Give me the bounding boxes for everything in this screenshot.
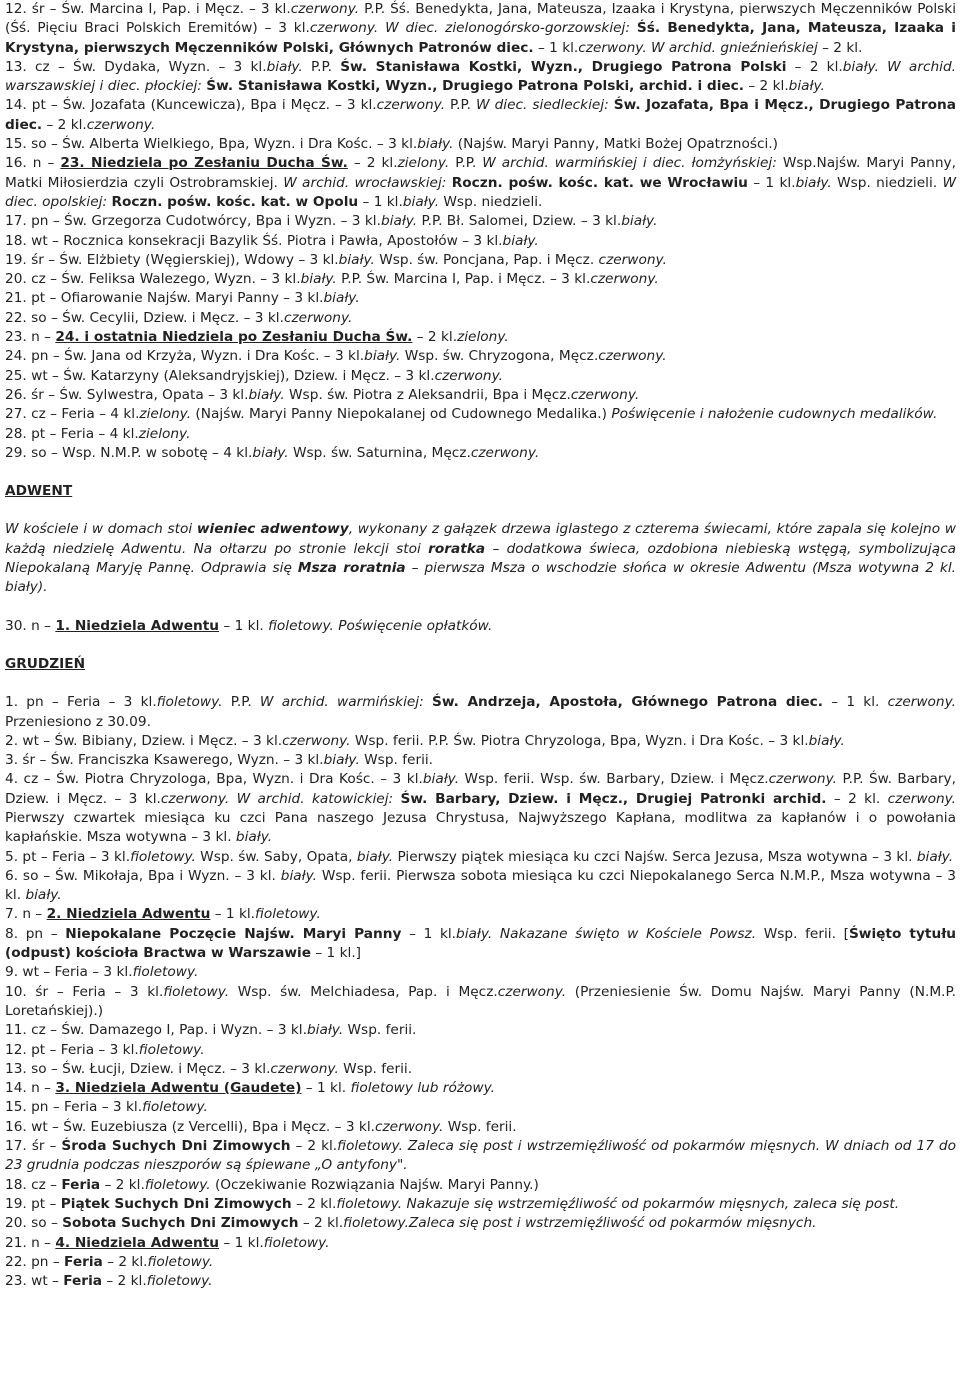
calendar-entry bbox=[5, 347, 956, 366]
text-run: Feria bbox=[64, 1253, 103, 1270]
text-run: czerwony. bbox=[470, 444, 540, 461]
text-run: 17. śr – bbox=[5, 1138, 62, 1155]
calendar-entry bbox=[5, 1253, 956, 1272]
text-run: fioletowy. bbox=[163, 983, 230, 1000]
text-run: biały. bbox=[364, 348, 401, 365]
text-run: Św. Andrzeja, Apostoła, Głównego Patrona diec. bbox=[431, 694, 823, 711]
text-run: W diec. siedleckiej: bbox=[476, 97, 609, 114]
text-run: 1. pn – Feria – 3 kl. bbox=[5, 694, 157, 711]
calendar-entry bbox=[5, 770, 956, 847]
calendar-entry bbox=[5, 983, 956, 1022]
text-run: 26. śr – Św. Sylwestra, Opata – 3 kl. bbox=[5, 386, 249, 403]
text-run: P.P. bbox=[445, 97, 477, 114]
text-run: P.P. bbox=[302, 58, 341, 75]
text-run: Poświęcenie i nałożenie cudownych medalików. bbox=[611, 406, 938, 423]
text-run: Wsp. ferii. bbox=[343, 1022, 417, 1039]
calendar-entry bbox=[5, 1272, 956, 1291]
text-run: biały. bbox=[252, 444, 289, 461]
text-run: 10. śr – Feria – 3 kl. bbox=[5, 983, 164, 1000]
text-run: 4. Niedziela Adwentu bbox=[55, 1234, 220, 1251]
calendar-entry bbox=[5, 751, 956, 770]
text-run: – 2 kl. bbox=[290, 1138, 338, 1155]
text-run: Feria bbox=[63, 1273, 102, 1290]
text-run: Wsp. ferii. bbox=[338, 1060, 413, 1077]
text-run: 14. pt – Św. Jozafata (Kuncewicza), Bpa i Męcz. – 3 kl. bbox=[5, 97, 377, 114]
calendar-entry bbox=[5, 848, 956, 867]
text-run: Św. Jozafata, Bpa i Męcz., Drugiego Patrona diec. bbox=[5, 97, 956, 133]
text-run: 1. Niedziela Adwentu bbox=[55, 617, 220, 634]
text-run: Wsp. ferii. P.P. Św. Piotra Chryzologa, Bpa, Wyzn. i Dra Kośc. – 3 kl. bbox=[350, 732, 809, 749]
text-run: Środa Suchych Dni Zimowych bbox=[61, 1138, 291, 1155]
text-run: Wsp. ferii. Wsp. św. Barbary, Dziew. i Męcz. bbox=[459, 771, 769, 788]
text-run: 19. pt – bbox=[5, 1195, 61, 1212]
text-run: 18. wt – Rocznica konsekracji Bazylik Śś. Piotra i Pawła, Apostołów – 3 kl. bbox=[5, 232, 503, 249]
text-run: 22. so – Św. Cecylii, Dziew. i Męcz. – 3 kl. bbox=[5, 309, 284, 326]
calendar-entry bbox=[5, 1214, 956, 1233]
text-run: biały. Nakazane święto w Kościele Powsz. bbox=[456, 925, 757, 942]
text-run: Św. Stanisława Kostki, Wyzn., Drugiego Patrona Polski, archid. i diec. bbox=[206, 78, 744, 95]
calendar-entry bbox=[5, 58, 956, 97]
text-run: czerwony. W archid. gnieźnieńskiej bbox=[578, 39, 818, 56]
text-run: czerwony. bbox=[590, 271, 659, 288]
text-run: 4. cz – Św. Piotra Chryzologa, Bpa, Wyzn. i Dra Kośc. – 3 kl. bbox=[5, 771, 423, 788]
text-run: czerwony. bbox=[497, 983, 567, 1000]
calendar-entry bbox=[5, 1234, 956, 1253]
text-run: czerwony. bbox=[570, 386, 640, 403]
calendar-entry bbox=[5, 212, 956, 231]
text-run: 30. n – bbox=[5, 617, 56, 634]
text-run: czerwony. bbox=[374, 1118, 444, 1135]
text-run: – 2 kl. bbox=[102, 1273, 147, 1290]
calendar-entry bbox=[5, 905, 956, 924]
text-run: P.P. Św. Barbary, Dziew. i Męcz. – 3 kl. bbox=[5, 771, 956, 807]
text-run: Wsp. niedzieli. bbox=[439, 193, 543, 210]
calendar-entry bbox=[5, 963, 956, 982]
text-run: biały. bbox=[25, 887, 62, 904]
calendar-entry bbox=[5, 251, 956, 270]
text-run: – 1 kl. bbox=[747, 174, 796, 191]
text-run bbox=[630, 20, 637, 36]
text-run: fioletowy. bbox=[132, 964, 199, 981]
text-run: – 1 kl. bbox=[533, 39, 579, 56]
text-run: biały. bbox=[795, 174, 832, 191]
text-run: fioletowy. bbox=[147, 1253, 214, 1270]
calendar-entry bbox=[5, 1137, 956, 1176]
text-run: Wsp. ferii. [ bbox=[756, 925, 849, 942]
text-run: – 2 kl. bbox=[412, 329, 458, 346]
text-run: biały. bbox=[235, 829, 273, 846]
text-run: Wsp. św. Saturnina, Męcz. bbox=[288, 444, 471, 461]
text-run: 19. śr – Św. Elżbiety (Węgierskiej), Wdowy – 3 kl. bbox=[5, 251, 339, 268]
text-run: – 2 kl. bbox=[826, 790, 888, 807]
text-run: 28. pt – Feria – 4 kl. bbox=[5, 425, 139, 442]
advent-intro-paragraph bbox=[5, 520, 956, 597]
text-run: Święto tytułu (odpust) kościoła Bractwa w Warszawie bbox=[5, 925, 957, 962]
text-run: Msza roratnia bbox=[297, 560, 406, 577]
text-run: – 2 kl. bbox=[291, 1195, 337, 1212]
calendar-entry bbox=[5, 1041, 956, 1060]
text-run: czerwony. bbox=[887, 694, 956, 711]
calendar-entry bbox=[5, 1195, 956, 1214]
calendar-entry bbox=[5, 732, 956, 751]
text-run: 12. śr – Św. Marcina I, Pap. i Męcz. – 3 kl. bbox=[5, 1, 291, 17]
text-run: czerwony. bbox=[309, 20, 379, 37]
text-run: – 2 kl. bbox=[102, 1253, 148, 1270]
calendar-entry bbox=[5, 309, 956, 328]
calendar-entry bbox=[5, 328, 956, 347]
text-run: – 2 kl. bbox=[817, 39, 863, 56]
text-run: 20. so – bbox=[5, 1215, 63, 1232]
text-run: Wsp. św. Melchiadesa, Pap. i Męcz. bbox=[229, 983, 498, 1000]
text-run: Św. Stanisława Kostki, Wyzn., Drugiego Patrona Polski bbox=[340, 58, 787, 75]
text-run: W archid. wrocławskiej: bbox=[283, 174, 447, 191]
text-run: Wsp. ferii. Pierwsza sobota miesiąca ku czci Niepokalanego Serca N.M.P., Msza wotywna – 3 kl. bbox=[5, 867, 957, 904]
text-run: fioletowy. bbox=[156, 694, 223, 711]
text-run: Pierwszy piątek miesiąca ku czci Najśw. Serca Jezusa, Msza wotywna – 3 kl. bbox=[393, 848, 917, 865]
text-run: (Przeniesienie Św. Domu Najśw. Maryi Panny (N.M.P. Loretańskiej).) bbox=[5, 983, 956, 1019]
advent-section bbox=[0, 482, 960, 636]
text-run: fioletowy. bbox=[138, 1041, 205, 1058]
text-run: fioletowy. bbox=[142, 1099, 208, 1116]
text-run: Piątek Suchych Dni Zimowych bbox=[60, 1195, 292, 1212]
text-run: – 1 kl. bbox=[219, 617, 269, 634]
advent-heading: ADWENT bbox=[5, 483, 73, 500]
text-run: (Najśw. Maryi Panny, Matki Bożej Opatrzności.) bbox=[453, 136, 778, 153]
calendar-entry bbox=[5, 154, 956, 212]
calendar-entry bbox=[5, 367, 956, 386]
text-run: 16. wt – Św. Euzebiusza (z Vercelli), Bpa i Męcz. – 3 kl. bbox=[5, 1118, 375, 1135]
text-run: 23. wt – bbox=[5, 1273, 64, 1290]
text-run: 24. pn – Św. Jana od Krzyża, Wyzn. i Dra Kośc. – 3 kl. bbox=[5, 348, 365, 365]
calendar-entry bbox=[5, 1079, 956, 1098]
text-run: 15. so – Św. Alberta Wielkiego, Bpa, Wyzn. i Dra Kośc. – 3 kl. bbox=[5, 136, 418, 153]
calendar-entry bbox=[5, 232, 956, 251]
text-run: czerwony. bbox=[768, 771, 837, 788]
calendar-entry bbox=[5, 135, 956, 154]
text-run: Roczn. pośw. kośc. kat. we Wrocławiu bbox=[451, 174, 748, 191]
text-run: czerwony. W archid. katowickiej: bbox=[160, 790, 394, 807]
text-run: 7. n – bbox=[5, 906, 47, 923]
calendar-entry bbox=[5, 925, 956, 964]
text-run: – 1 kl. bbox=[358, 193, 403, 210]
text-run: fioletowy. bbox=[144, 1176, 211, 1193]
text-run: P.P. Św. Marcina I, Pap. i Męcz. – 3 kl. bbox=[336, 271, 591, 288]
text-run: W kościele i w domach stoi bbox=[5, 521, 197, 538]
text-run: Przeniesiono z 30.09. bbox=[5, 713, 151, 730]
text-run: biały. bbox=[323, 290, 360, 307]
text-run: biały. bbox=[621, 213, 658, 230]
text-run: , wykonany z gałązek drzewa iglastego z czterema świecami, które zapala się kolejno w każdą niedzielę Adwentu. Na ołtarzu po stronie lekcji stoi bbox=[5, 521, 956, 557]
text-run: biały. bbox=[280, 867, 317, 884]
text-run: – 1 kl. bbox=[210, 906, 256, 923]
december-entries bbox=[5, 693, 956, 1291]
calendar-entry bbox=[5, 405, 956, 424]
calendar-entry bbox=[5, 1098, 956, 1117]
text-run: fioletowy.Zaleca się post i wstrzemięźliwość od pokarmów mięsnych. bbox=[343, 1215, 817, 1232]
text-run: biały. bbox=[306, 1022, 344, 1039]
text-run: czerwony. bbox=[376, 97, 446, 114]
text-run: – 1 kl. bbox=[219, 1234, 264, 1251]
text-run: Pierwszy czwartek miesiąca ku czci Pana naszego Jezusa Chrystusa, Najwyższego Kapłana, modlitwa za kapłanów i o powołania kapłańskie. Msza wotywna – 3 kl. bbox=[5, 809, 956, 846]
text-run: czerwony. bbox=[270, 1060, 339, 1077]
text-run: Niepokalane Poczęcie Najśw. Maryi Panny bbox=[65, 925, 402, 942]
calendar-entry bbox=[5, 693, 956, 732]
text-run: 2. wt – Św. Bibiany, Dziew. i Męcz. – 3 kl. bbox=[5, 732, 283, 749]
text-run: 16. n – bbox=[5, 155, 61, 172]
november-entries bbox=[0, 0, 960, 463]
text-run: biały. bbox=[502, 232, 539, 249]
text-run: 17. pn – Św. Grzegorza Cudotwórcy, Bpa i Wyzn. – 3 kl. bbox=[5, 213, 381, 230]
text-run: 25. wt – Św. Katarzyny (Aleksandryjskiej), Dziew. i Męcz. – 3 kl. bbox=[5, 367, 435, 384]
calendar-entry bbox=[5, 270, 956, 289]
text-run: 20. cz – Św. Feliksa Walezego, Wyzn. – 3 kl. bbox=[5, 271, 301, 288]
text-run: P.P. bbox=[222, 694, 260, 711]
text-run: (Najśw. Maryi Panny Niepokalanej od Cudownego Medalika.) bbox=[191, 406, 612, 423]
text-run: wieniec adwentowy bbox=[196, 521, 349, 538]
text-run: fioletowy. bbox=[146, 1273, 213, 1290]
text-run: – 2 kl. bbox=[42, 116, 87, 133]
text-run: 5. pt – Feria – 3 kl. bbox=[5, 848, 131, 865]
text-run: W diec. opolskiej: bbox=[5, 174, 956, 210]
text-run: czerwony. bbox=[86, 116, 156, 133]
text-run: zielony. bbox=[139, 406, 192, 423]
text-run: 11. cz – Św. Damazego I, Pap. i Wyzn. – 3 kl. bbox=[5, 1022, 307, 1039]
text-run: zielony. bbox=[397, 155, 450, 172]
text-run: 8. pn – bbox=[5, 925, 66, 942]
text-run: 2. Niedziela Adwentu bbox=[46, 906, 211, 923]
text-run: fioletowy. Nakazuje się wstrzemięźliwość od pokarmów mięsnych, zaleca się post. bbox=[336, 1195, 900, 1212]
december-heading: GRUDZIEŃ bbox=[5, 655, 86, 672]
text-run: 3. Niedziela Adwentu (Gaudete) bbox=[55, 1080, 302, 1097]
text-run: fioletowy. bbox=[130, 848, 196, 865]
text-run: – 1 kl. bbox=[401, 925, 457, 942]
text-run: 13. cz – Św. Dydaka, Wyzn. – 3 kl. bbox=[5, 58, 267, 75]
text-run: Św. Barbary, Dziew. i Męcz., Drugiej Patronki archid. bbox=[400, 790, 827, 807]
text-run: 18. cz – bbox=[5, 1176, 62, 1193]
text-run: fioletowy. Poświęcenie opłatków. bbox=[268, 617, 493, 634]
text-run: – 2 kl. bbox=[786, 58, 843, 75]
text-run: 21. n – bbox=[5, 1234, 56, 1251]
text-run: – 2 kl. bbox=[347, 155, 398, 172]
text-run: czerwony. bbox=[887, 790, 957, 807]
text-run: Wsp.Najśw. Maryi Panny, Matki Miłosierdzia czyli Ostrobramskiej. bbox=[5, 155, 956, 191]
text-run: W diec. zielonogórsko-gorzowskiej: bbox=[385, 20, 630, 37]
text-run: 13. so – Św. Łucji, Dziew. i Męcz. – 3 kl. bbox=[5, 1060, 271, 1077]
text-run: 9. wt – Feria – 3 kl. bbox=[5, 964, 133, 981]
text-run: Roczn. pośw. kośc. kat. w Opolu bbox=[111, 193, 359, 210]
text-run: czerwony. bbox=[434, 367, 503, 384]
text-run: Wsp. niedzieli. bbox=[831, 174, 943, 191]
text-run: – dodatkowa świeca, ozdobiona niebieską wstęgą, symbolizująca Niepokalaną Maryję Pannę. Odprawia się bbox=[5, 540, 956, 577]
text-run: 14. n – bbox=[5, 1080, 56, 1097]
calendar-entry bbox=[5, 425, 956, 444]
advent-first-sunday-entry bbox=[5, 617, 956, 636]
text-run: czerwony. bbox=[282, 732, 351, 749]
text-run: Wsp. ferii. bbox=[359, 752, 434, 769]
text-run bbox=[424, 694, 432, 710]
text-run: fioletowy lub różowy. bbox=[350, 1080, 495, 1097]
text-run: biały. bbox=[916, 848, 954, 865]
calendar-entry bbox=[5, 1060, 956, 1079]
text-run: 27. cz – Feria – 4 kl. bbox=[5, 406, 140, 423]
december-section bbox=[0, 655, 960, 1292]
text-run: czerwony. bbox=[283, 309, 353, 326]
text-run: biały. bbox=[248, 386, 285, 403]
text-run: Sobota Suchych Dni Zimowych bbox=[62, 1215, 299, 1232]
text-run: 3. śr – Św. Franciszka Ksawerego, Wyzn. – 3 kl. bbox=[5, 752, 324, 769]
calendar-entry bbox=[5, 386, 956, 405]
text-run: zielony. bbox=[138, 425, 191, 442]
text-run: Wsp. św. Saby, Opata, bbox=[195, 848, 357, 865]
text-run: Wsp. św. Poncjana, Pap. i Męcz. bbox=[374, 251, 599, 268]
calendar-entry bbox=[5, 289, 956, 308]
text-run: zielony. bbox=[457, 329, 509, 346]
text-run: biały. bbox=[266, 58, 303, 75]
text-run: biały. bbox=[300, 271, 337, 288]
text-run: biały. bbox=[788, 78, 825, 95]
text-run: czerwony. bbox=[598, 348, 667, 365]
calendar-entry bbox=[5, 1021, 956, 1040]
text-run: biały. bbox=[808, 732, 845, 749]
calendar-entry bbox=[5, 1176, 956, 1195]
text-run: czerwony. bbox=[290, 1, 360, 17]
text-run: fioletowy. bbox=[255, 906, 321, 923]
text-run: fioletowy. bbox=[263, 1234, 330, 1251]
text-run: Wsp. św. Piotra z Aleksandrii, Bpa i Męcz. bbox=[284, 386, 571, 403]
text-run: Śś. Benedykta, Jana, Mateusza, Izaaka i Krystyna, pierwszych Męczenników Polski, Głównych Patronów diec. bbox=[5, 20, 956, 56]
text-run bbox=[393, 791, 400, 807]
text-run: biały. bbox=[402, 193, 440, 210]
text-run: biały. bbox=[356, 848, 394, 865]
text-run: 12. pt – Feria – 3 kl. bbox=[5, 1041, 139, 1058]
text-run: Feria bbox=[61, 1176, 101, 1193]
text-run: biały. bbox=[422, 771, 460, 788]
text-run: Wsp. ferii. bbox=[443, 1118, 517, 1135]
text-run: – 2 kl. bbox=[100, 1176, 145, 1193]
calendar-entry bbox=[5, 867, 956, 906]
text-run: 23. Niedziela po Zesłaniu Ducha Św. bbox=[60, 155, 348, 172]
text-run: W archid. warmińskiej i diec. łomżyńskiej: bbox=[482, 155, 777, 172]
text-run: 6. so – Św. Mikołaja, Bpa i Wyzn. – 3 kl. bbox=[5, 867, 281, 884]
text-run: fioletowy. Zaleca się post i wstrzemięźliwość od pokarmów mięsnych. W dniach od 17 do 23 grudnia podczas nieszporów są śpiewane „O antyfony". bbox=[5, 1138, 956, 1174]
text-run: P.P. Śś. Benedykta, Jana, Mateusza, Izaaka i Krystyna, pierwszych Męczenników Polski (Śś. Pięciu Braci Polskich Eremitów) – 3 kl. bbox=[5, 1, 956, 37]
text-run: W archid. warmińskiej: bbox=[259, 694, 424, 711]
text-run: – 2 kl. bbox=[743, 78, 789, 95]
text-run: biały. W archid. warszawskiej i diec. płockiej: bbox=[5, 58, 956, 95]
text-run: biały. bbox=[380, 213, 418, 230]
text-run: 15. pn – Feria – 3 kl. bbox=[5, 1099, 143, 1116]
text-run: biały. bbox=[338, 251, 375, 268]
calendar-entry bbox=[5, 1118, 956, 1137]
text-run: – 2 kl. bbox=[298, 1215, 344, 1232]
text-run: – pierwsza Msza o wschodzie słońca w okresie Adwentu (Msza wotywna 2 kl. biały). bbox=[5, 560, 957, 596]
text-run: 23. n – bbox=[5, 329, 56, 346]
text-run: biały. bbox=[417, 136, 454, 153]
text-run: – 1 kl. bbox=[301, 1080, 351, 1097]
text-run: P.P. Bł. Salomei, Dziew. – 3 kl. bbox=[417, 213, 622, 230]
calendar-entry bbox=[5, 0, 956, 58]
text-run: 22. pn – bbox=[5, 1253, 65, 1270]
calendar-entry bbox=[5, 444, 956, 463]
calendar-entry bbox=[5, 96, 956, 135]
text-run: czerwony. bbox=[598, 251, 667, 268]
text-run: 21. pt – Ofiarowanie Najśw. Maryi Panny – 3 kl. bbox=[5, 290, 324, 307]
text-run: (Oczekiwanie Rozwiązania Najśw. Maryi Panny.) bbox=[210, 1176, 539, 1193]
text-run: – 1 kl. bbox=[823, 694, 888, 711]
text-run: Wsp. św. Chryzogona, Męcz. bbox=[400, 348, 599, 365]
text-run: roratka bbox=[428, 540, 486, 557]
text-run: P.P. bbox=[449, 155, 483, 172]
text-run: – 1 kl.] bbox=[310, 945, 362, 962]
text-run: 24. i ostatnia Niedziela po Zesłaniu Ducha Św. bbox=[55, 329, 413, 346]
text-run: biały. bbox=[323, 752, 360, 769]
text-run: 29. so – Wsp. N.M.P. w sobotę – 4 kl. bbox=[5, 444, 253, 461]
